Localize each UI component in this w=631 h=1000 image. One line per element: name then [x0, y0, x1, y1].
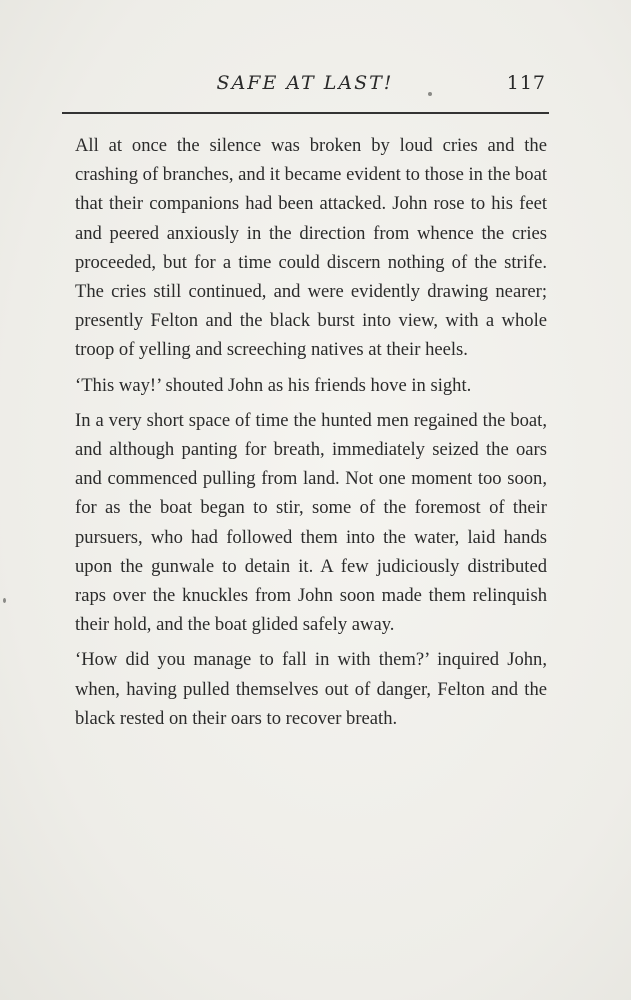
- paragraph: All at once the silence was broken by loud cries and the crashing of branches, and it became evident to those in the boat that their companions had been attacked. John rose to his feet and peered anxiously in the direction from whence the cries proceeded, but for a time could discern nothing of the strife. The cries still continued, and were evidently drawing nearer; presently Felton and the black burst into view, with a whole troop of yelling and screeching natives at their heels.: [75, 135, 547, 361]
- print-speck: [3, 598, 6, 603]
- header-rule: [62, 112, 549, 114]
- page-number: 117: [506, 72, 546, 94]
- body-text: [75, 131, 547, 739]
- running-head: [62, 72, 548, 108]
- paragraph: In a very short space of time the hunted men regained the boat, and although panting for breath, immediately seized the oars and commenced pulling from land. Not one moment too soon, for as the boat began to stir, some of the foremost of their pursuers, who had followed them into the water, laid hands upon the gunwale to detain it. A few judiciously distributed raps over the knuckles from John soon made them relinquish their hold, and the boat glided safely away.: [75, 409, 547, 636]
- paragraph: ‘This way!’ shouted John as his friends hove in sight.: [75, 374, 472, 396]
- paragraph: ‘How did you manage to fall in with them?’ inquired John, when, having pulled themselves out of danger, Felton and the black rested on their oars to recover breath.: [75, 649, 547, 729]
- print-speck: [428, 92, 432, 96]
- running-title: SAFE AT LAST!: [216, 72, 394, 94]
